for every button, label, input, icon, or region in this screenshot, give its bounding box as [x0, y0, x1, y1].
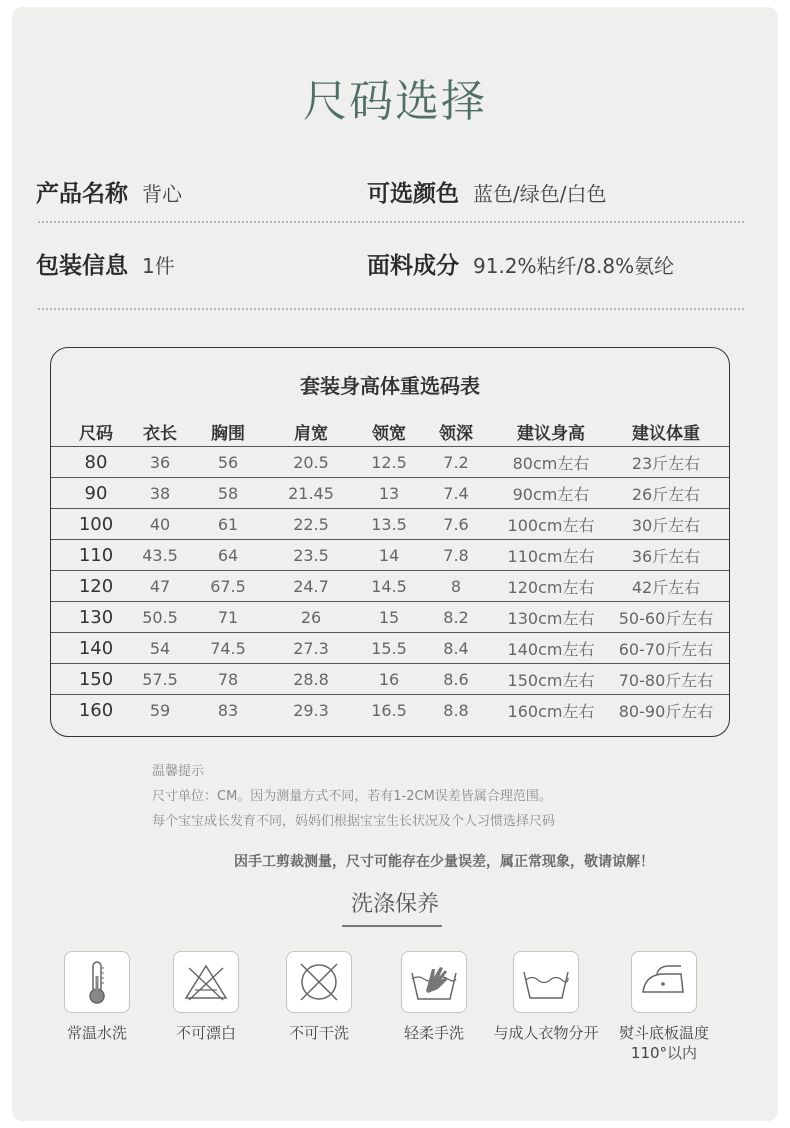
table-cell: 130cm左右 — [507, 608, 595, 628]
table-cell: 26 — [300, 607, 322, 627]
table-cell: 120cm左右 — [507, 577, 595, 597]
table-cell: 80cm左右 — [512, 453, 590, 473]
table-cell: 27.3 — [293, 638, 329, 658]
iron-icon — [631, 951, 697, 1013]
title-underline — [342, 925, 442, 927]
tips-heading: 温馨提示 — [152, 764, 205, 779]
table-cell: 160cm左右 — [507, 701, 595, 721]
tips — [152, 759, 752, 834]
package-cell — [36, 247, 175, 280]
table-cell: 140 — [78, 637, 114, 659]
divider — [38, 221, 744, 223]
table-row — [51, 508, 729, 539]
table-cell: 100cm左右 — [507, 515, 595, 535]
size-chart-title: 套装身高体重选码表 — [300, 374, 480, 398]
table-cell: 8.8 — [443, 700, 469, 720]
table-cell: 100 — [78, 513, 114, 535]
table-cell: 7.2 — [443, 452, 469, 472]
table-cell: 20.5 — [293, 452, 329, 472]
size-chart — [50, 347, 730, 737]
table-cell: 7.6 — [443, 514, 469, 534]
product-name-cell — [36, 175, 182, 208]
table-cell: 22.5 — [293, 514, 329, 534]
wash-label: 不可干洗 — [288, 1024, 349, 1042]
divider — [38, 308, 744, 310]
table-cell: 21.45 — [288, 483, 334, 503]
table-cell: 14 — [378, 545, 400, 565]
table-cell: 8.4 — [443, 638, 469, 658]
tips-line: 每个宝宝成长发育不同，妈妈们根据宝宝生长状况及个人习惯选择尺码 — [152, 814, 556, 829]
wash-label: 常温水洗 — [66, 1024, 127, 1042]
table-cell: 16 — [378, 669, 400, 689]
column-header: 胸围 — [211, 423, 245, 444]
table-cell: 23斤左右 — [631, 453, 701, 473]
table-cell: 28.8 — [293, 669, 329, 689]
product-card — [12, 7, 778, 1121]
table-cell: 29.3 — [293, 700, 329, 720]
table-cell: 15 — [378, 607, 400, 627]
table-cell: 24.7 — [293, 576, 329, 596]
size-table — [51, 416, 729, 725]
table-row — [51, 694, 729, 725]
tips-line: 尺寸单位：CM。因为测量方式不同，若有1-2CM误差皆属合理范围。 — [152, 789, 552, 804]
table-cell: 50.5 — [142, 607, 178, 627]
table-cell: 43.5 — [142, 545, 178, 565]
info-row-2 — [36, 247, 746, 287]
table-cell: 12.5 — [371, 452, 407, 472]
table-cell: 150 — [78, 668, 114, 690]
table-cell: 58 — [217, 483, 239, 503]
fabric-value: 91.2%粘纤/8.8%氨纶 — [473, 254, 675, 278]
color-cell — [367, 175, 606, 208]
fabric-label: 面料成分 — [367, 253, 459, 279]
table-cell: 74.5 — [210, 638, 246, 658]
column-header: 领深 — [439, 423, 473, 444]
table-cell: 50-60斤左右 — [618, 608, 714, 628]
table-cell: 8.6 — [443, 669, 469, 689]
table-cell: 56 — [217, 452, 239, 472]
product-name-value: 背心 — [142, 182, 182, 206]
table-cell: 60-70斤左右 — [618, 639, 714, 659]
table-row — [51, 477, 729, 508]
wash-label: 不可漂白 — [175, 1024, 236, 1042]
wash-label — [589, 1023, 739, 1063]
table-cell: 61 — [217, 514, 239, 534]
table-cell: 140cm左右 — [507, 639, 595, 659]
table-cell: 14.5 — [371, 576, 407, 596]
table-row — [51, 601, 729, 632]
table-cell: 80-90斤左右 — [618, 701, 714, 721]
table-cell: 15.5 — [371, 638, 407, 658]
column-header: 领宽 — [372, 423, 406, 444]
table-cell: 54 — [149, 638, 171, 658]
table-cell: 13.5 — [371, 514, 407, 534]
wash-label: 与成人衣物分开 — [493, 1024, 599, 1042]
warning-text: 因手工剪裁测量，尺寸可能存在少量误差，属正常现象，敬请谅解！ — [234, 854, 654, 870]
color-value: 蓝色/绿色/白色 — [473, 182, 607, 206]
table-cell: 36斤左右 — [631, 546, 701, 566]
table-cell: 64 — [217, 545, 239, 565]
product-name-label: 产品名称 — [36, 181, 128, 207]
table-cell: 7.4 — [443, 483, 469, 503]
table-cell: 110 — [78, 544, 114, 566]
table-cell: 57.5 — [142, 669, 178, 689]
table-cell: 7.8 — [443, 545, 469, 565]
table-cell: 47 — [149, 576, 171, 596]
wash-tub-icon — [513, 951, 579, 1013]
thermometer-icon — [64, 951, 130, 1013]
package-value: 1件 — [142, 254, 175, 278]
table-cell: 8 — [450, 576, 462, 596]
table-cell: 110cm左右 — [507, 546, 595, 566]
no-dry-clean-icon — [286, 951, 352, 1013]
column-header: 建议身高 — [517, 423, 585, 444]
table-cell: 36 — [149, 452, 171, 472]
color-label: 可选颜色 — [367, 181, 459, 207]
table-cell: 30斤左右 — [631, 515, 701, 535]
table-cell: 83 — [217, 700, 239, 720]
table-row — [51, 632, 729, 663]
wash-label: 轻柔手洗 — [403, 1024, 464, 1042]
table-row — [51, 539, 729, 570]
table-cell: 90 — [84, 482, 108, 504]
table-cell: 130 — [78, 606, 114, 628]
table-header-row — [51, 416, 729, 446]
table-cell: 26斤左右 — [631, 484, 701, 504]
column-header: 肩宽 — [294, 423, 328, 444]
table-row — [51, 570, 729, 601]
wash-care-title: 洗涤保养 — [350, 892, 439, 917]
table-cell: 13 — [378, 483, 400, 503]
no-bleach-icon — [173, 951, 239, 1013]
table-row — [51, 446, 729, 477]
table-cell: 23.5 — [293, 545, 329, 565]
fabric-cell — [367, 247, 674, 280]
table-cell: 42斤左右 — [631, 577, 701, 597]
wash-label-line: 110°以内 — [630, 1044, 698, 1062]
table-cell: 38 — [149, 483, 171, 503]
table-cell: 40 — [149, 514, 171, 534]
table-cell: 120 — [78, 575, 114, 597]
column-header: 建议体重 — [632, 423, 700, 444]
wash-label-line: 熨斗底板温度 — [618, 1024, 709, 1042]
page-title: 尺码选择 — [303, 76, 487, 127]
table-cell: 71 — [217, 607, 239, 627]
table-cell: 59 — [149, 700, 171, 720]
column-header: 尺码 — [79, 423, 113, 444]
table-cell: 70-80斤左右 — [618, 670, 714, 690]
table-row — [51, 663, 729, 694]
table-cell: 150cm左右 — [507, 670, 595, 690]
info-row-1 — [36, 175, 746, 215]
table-cell: 8.2 — [443, 607, 469, 627]
table-cell: 78 — [217, 669, 239, 689]
column-header: 衣长 — [143, 423, 177, 444]
table-cell: 67.5 — [210, 576, 246, 596]
table-cell: 16.5 — [371, 700, 407, 720]
table-cell: 90cm左右 — [512, 484, 590, 504]
package-label: 包装信息 — [36, 253, 128, 279]
hand-wash-icon — [401, 951, 467, 1013]
table-cell: 80 — [84, 451, 108, 473]
table-cell: 160 — [78, 699, 114, 721]
